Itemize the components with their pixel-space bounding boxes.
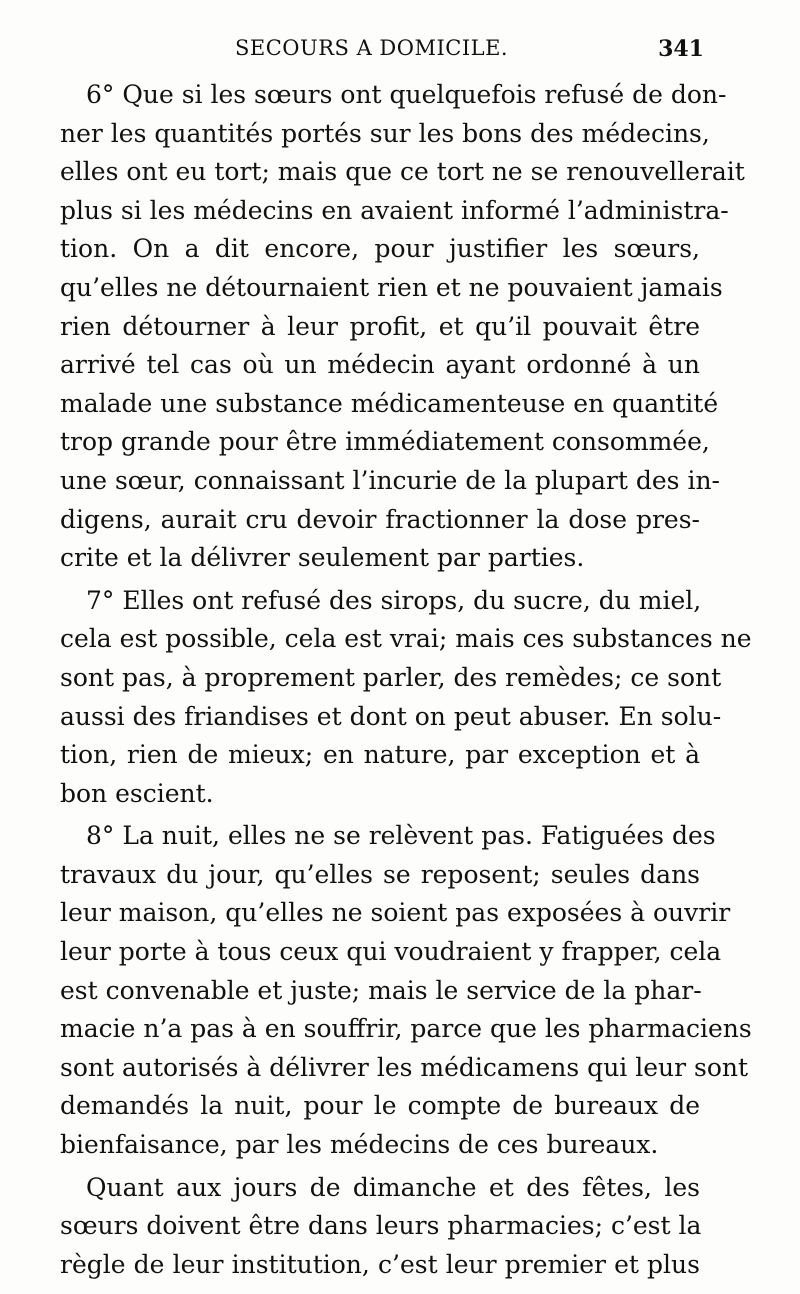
paragraph xyxy=(60,76,745,578)
text-line: tion, rien de mieux; en nature, par exception et à xyxy=(60,740,700,770)
text-line: 8° La nuit, elles ne se relèvent pas. Fatiguées des xyxy=(86,821,716,851)
text-line: crite et la délivrer seulement par parties. xyxy=(60,543,585,573)
text-line: règle de leur institution, c’est leur premier et plus xyxy=(60,1249,700,1279)
text-line: qu’elles ne détournaient rien et ne pouvaient jamais xyxy=(60,272,723,302)
paragraph xyxy=(60,817,752,1164)
text-line: sont autorisés à délivrer les médicamens qui leur sont xyxy=(60,1052,749,1082)
text-line: 7° Elles ont refusé des sirops, du sucre, du miel, xyxy=(86,585,702,615)
text-line: trop grande pour être immédiatement consommée, xyxy=(60,427,710,457)
text-line: Quant aux jours de dimanche et des fêtes, les xyxy=(86,1172,700,1202)
text-line: digens, aurait cru devoir fractionner la dose pres- xyxy=(60,504,700,534)
text-line: travaux du jour, qu’elles se reposent; seules dans xyxy=(60,859,700,889)
text-line: demandés la nuit, pour le compte de bureaux de xyxy=(60,1091,700,1121)
body-text xyxy=(60,76,752,1284)
text-line: cela est possible, cela est vrai; mais ces substances ne xyxy=(60,624,752,654)
text-line: sœurs doivent être dans leurs pharmacies; c’est la xyxy=(60,1211,702,1241)
text-line: rien détourner à leur profit, et qu’il pouvait être xyxy=(60,311,700,341)
paragraph xyxy=(60,1169,700,1285)
text-line: aussi des friandises et dont on peut abuser. En solu- xyxy=(60,701,722,731)
text-line: tion. On a dit encore, pour justifier les sœurs, xyxy=(60,234,700,264)
page-header xyxy=(60,30,704,66)
paragraph xyxy=(60,582,752,814)
text-line: macie n’a pas à en souffrir, parce que les pharmaciens xyxy=(60,1014,752,1044)
text-line: bon escient. xyxy=(60,778,214,808)
text-line: malade une substance médicamenteuse en quantité xyxy=(60,388,719,418)
text-line: est convenable et juste; mais le service de la phar- xyxy=(60,975,702,1005)
page-number: 341 xyxy=(658,36,704,62)
text-line: arrivé tel cas où un médecin ayant ordonné à un xyxy=(60,350,700,380)
text-line: 6° Que si les sœurs ont quelquefois refusé de don- xyxy=(86,80,727,109)
text-line: sont pas, à proprement parler, des remèdes; ce sont xyxy=(60,662,722,692)
text-line: leur porte à tous ceux qui voudraient y frapper, cela xyxy=(60,937,722,967)
text-line: une sœur, connaissant l’incurie de la plupart des in- xyxy=(60,465,720,495)
text-line: plus si les médecins en avaient informé l’administra- xyxy=(60,195,729,225)
text-line: elles ont eu tort; mais que ce tort ne se renouvellerait xyxy=(60,157,745,187)
text-line: ner les quantités portés sur les bons des médecins, xyxy=(60,118,710,148)
text-line: leur maison, qu’elles ne soient pas exposées à ouvrir xyxy=(60,898,731,928)
text-line: bienfaisance, par les médecins de ces bureaux. xyxy=(60,1130,659,1160)
running-head: SECOURS A DOMICILE. xyxy=(235,36,509,60)
